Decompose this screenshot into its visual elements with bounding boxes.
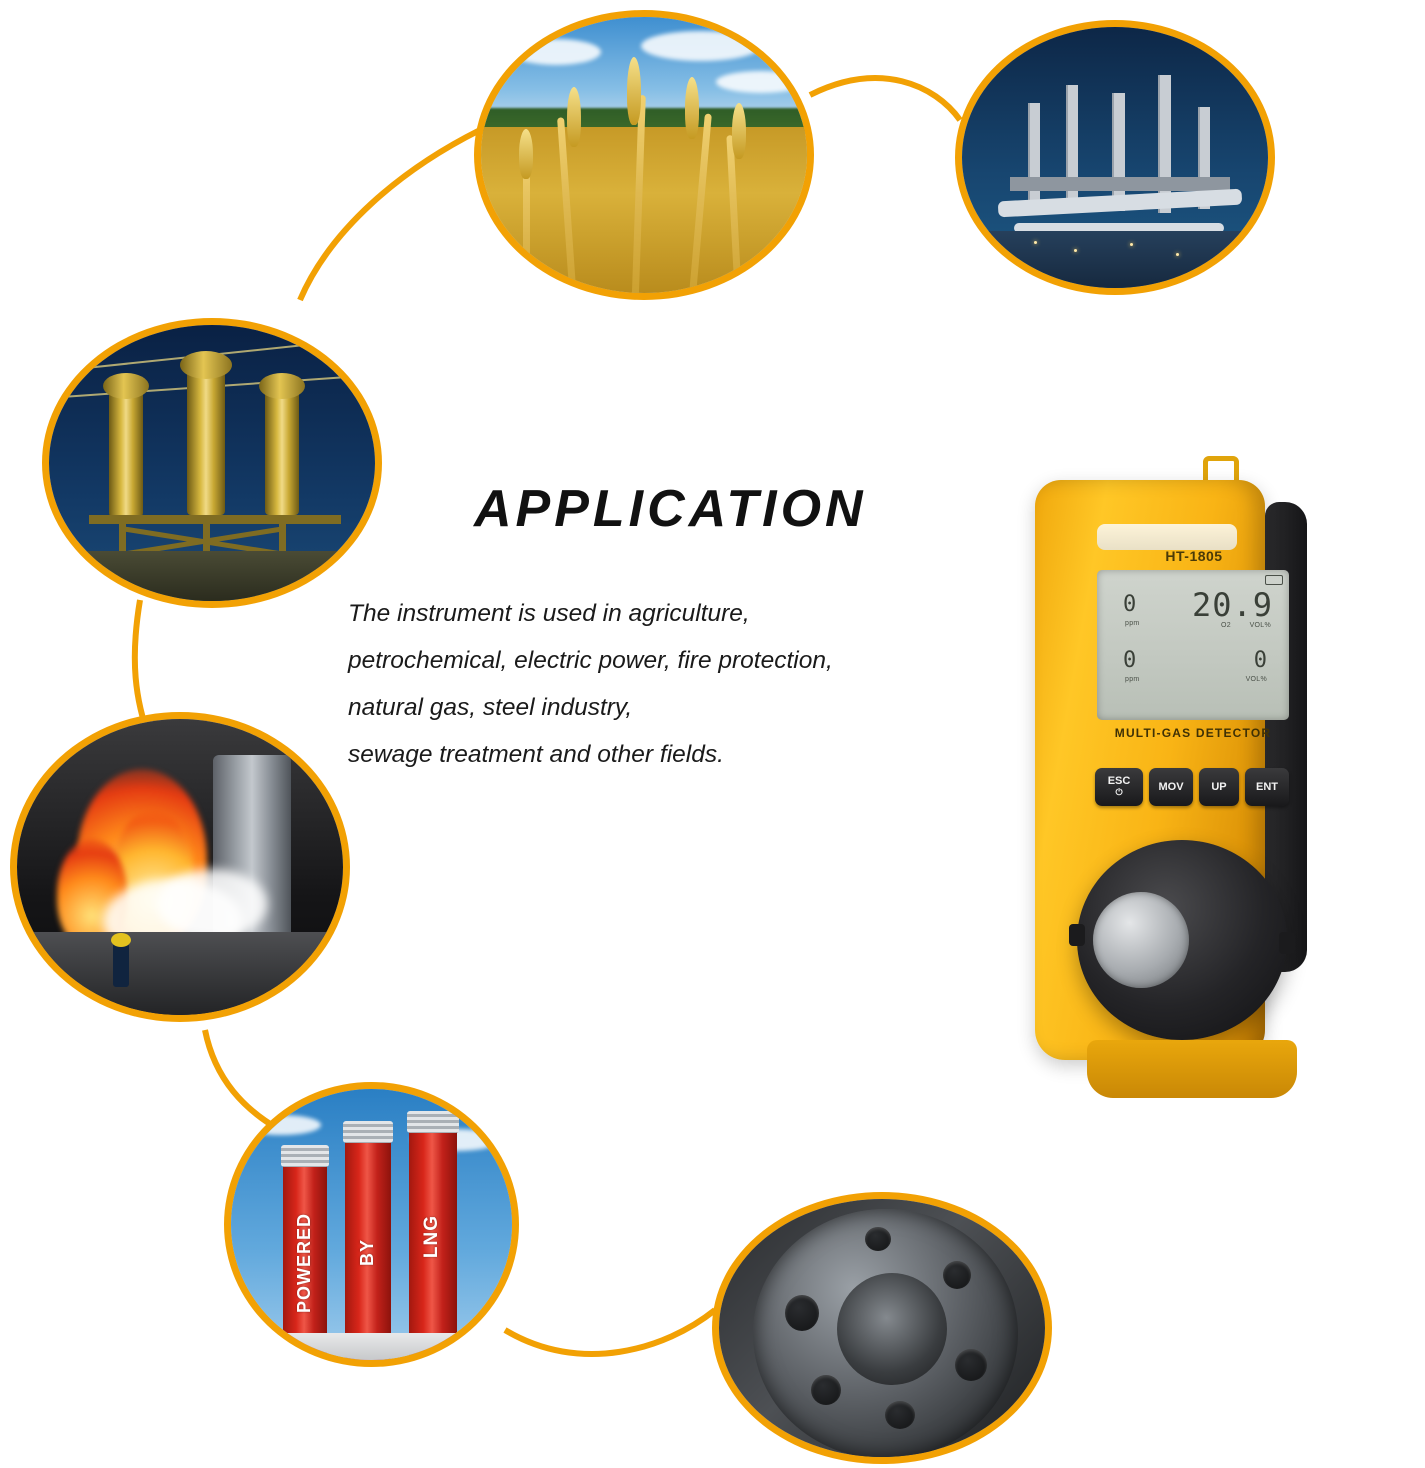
wheat-head — [732, 103, 746, 159]
ground — [49, 551, 375, 601]
description-line: natural gas, steel industry, — [348, 694, 633, 721]
photo-bubble-steel-industry — [712, 1192, 1052, 1464]
photo-bubble-natural-gas — [224, 1082, 519, 1367]
product-label: MULTI-GAS DETECTOR — [1114, 726, 1272, 740]
flange-hole — [785, 1295, 819, 1331]
gas-detector-device — [995, 440, 1325, 1060]
worker-figure — [113, 943, 129, 987]
lcd-secondary-left-unit: ppm — [1125, 620, 1140, 627]
flange-bore — [837, 1273, 947, 1385]
sensor-cap — [1093, 892, 1189, 988]
worker-figure — [111, 933, 131, 947]
light-icon — [1130, 243, 1133, 246]
stack-top — [281, 1145, 329, 1167]
lcd-row2-right-value: 0 — [1253, 648, 1267, 673]
lcd-display — [1097, 570, 1289, 720]
insulator — [109, 387, 143, 517]
description-line: petrochemical, electric power, fire protection, — [348, 647, 833, 674]
stack-top — [407, 1111, 459, 1133]
plant-structure — [1010, 177, 1230, 191]
wheat-head — [685, 77, 699, 139]
device-model-label: HT-1805 — [1165, 548, 1223, 564]
wheat-head — [627, 57, 641, 125]
light-icon — [1074, 249, 1077, 252]
description-line: sewage treatment and other fields. — [348, 741, 724, 768]
natural-gas-scene — [231, 1089, 512, 1360]
flange-hole — [955, 1349, 987, 1381]
esc-button-label: ESC — [1107, 775, 1131, 787]
steam-cloud — [157, 869, 267, 939]
smokestack — [1066, 85, 1078, 210]
smokestack — [1028, 103, 1040, 208]
insulator-cap — [259, 373, 305, 399]
fire-protection-scene — [17, 719, 343, 1015]
up-button[interactable]: UP — [1199, 768, 1239, 806]
mov-button[interactable]: MOV — [1149, 768, 1193, 806]
photo-bubble-fire-protection — [10, 712, 350, 1022]
lcd-row2-left-unit: ppm — [1125, 676, 1140, 683]
sensor-nub — [1279, 932, 1295, 954]
description-line: The instrument is used in agriculture, — [348, 600, 750, 627]
application-description — [348, 590, 1008, 778]
light-icon — [1176, 253, 1179, 256]
lng-stack-label: LNG — [421, 1215, 442, 1259]
photo-bubble-petrochemical — [955, 20, 1275, 295]
alarm-light-bar — [1097, 524, 1237, 550]
insulator — [265, 387, 299, 515]
electric-power-scene — [49, 325, 375, 601]
flange-hole — [811, 1375, 841, 1405]
lcd-row2-left-value: 0 — [1123, 648, 1137, 673]
flange-hole — [943, 1261, 971, 1289]
lcd-primary-value: 20.9 — [1191, 586, 1273, 624]
battery-icon — [1265, 575, 1283, 585]
device-body — [1035, 480, 1278, 1060]
wheat-head — [567, 87, 581, 147]
lcd-row2-right-unit: VOL% — [1245, 676, 1267, 683]
lcd-primary-unit: VOL% — [1249, 622, 1271, 629]
stack-top — [343, 1121, 393, 1143]
sensor-nub — [1069, 924, 1085, 946]
lng-stack-label: BY — [357, 1239, 377, 1267]
petrochemical-scene — [962, 27, 1268, 288]
flange-hole — [865, 1227, 891, 1251]
lng-stack-label: POWERED — [294, 1213, 314, 1314]
ground — [231, 1333, 512, 1360]
ground — [17, 932, 343, 1015]
cloud-icon — [716, 71, 806, 93]
insulator-cap — [180, 351, 232, 379]
photo-bubble-electric-power — [42, 318, 382, 608]
ent-button[interactable]: ENT — [1245, 768, 1289, 806]
sensor-housing — [1077, 840, 1287, 1040]
wheat-head — [519, 129, 533, 179]
cloud-icon — [511, 39, 601, 65]
flange-hole — [885, 1401, 915, 1429]
device-base — [1087, 1040, 1297, 1098]
cloud-icon — [641, 31, 761, 61]
insulator-cap — [103, 373, 149, 399]
page-title: APPLICATION — [474, 480, 867, 538]
light-icon — [1034, 241, 1037, 244]
lcd-secondary-left-value: 0 — [1123, 592, 1137, 617]
smokestack — [1112, 93, 1125, 211]
agriculture-scene — [481, 17, 807, 293]
support-truss — [89, 515, 341, 524]
esc-button[interactable] — [1095, 768, 1143, 806]
steel-industry-scene — [719, 1199, 1045, 1457]
photo-bubble-agriculture — [474, 10, 814, 300]
plant-base — [962, 231, 1268, 288]
power-icon: ⏻ — [1115, 787, 1123, 797]
insulator — [187, 365, 225, 515]
lcd-primary-gas: O2 — [1221, 622, 1231, 629]
cloud-icon — [241, 1115, 321, 1135]
